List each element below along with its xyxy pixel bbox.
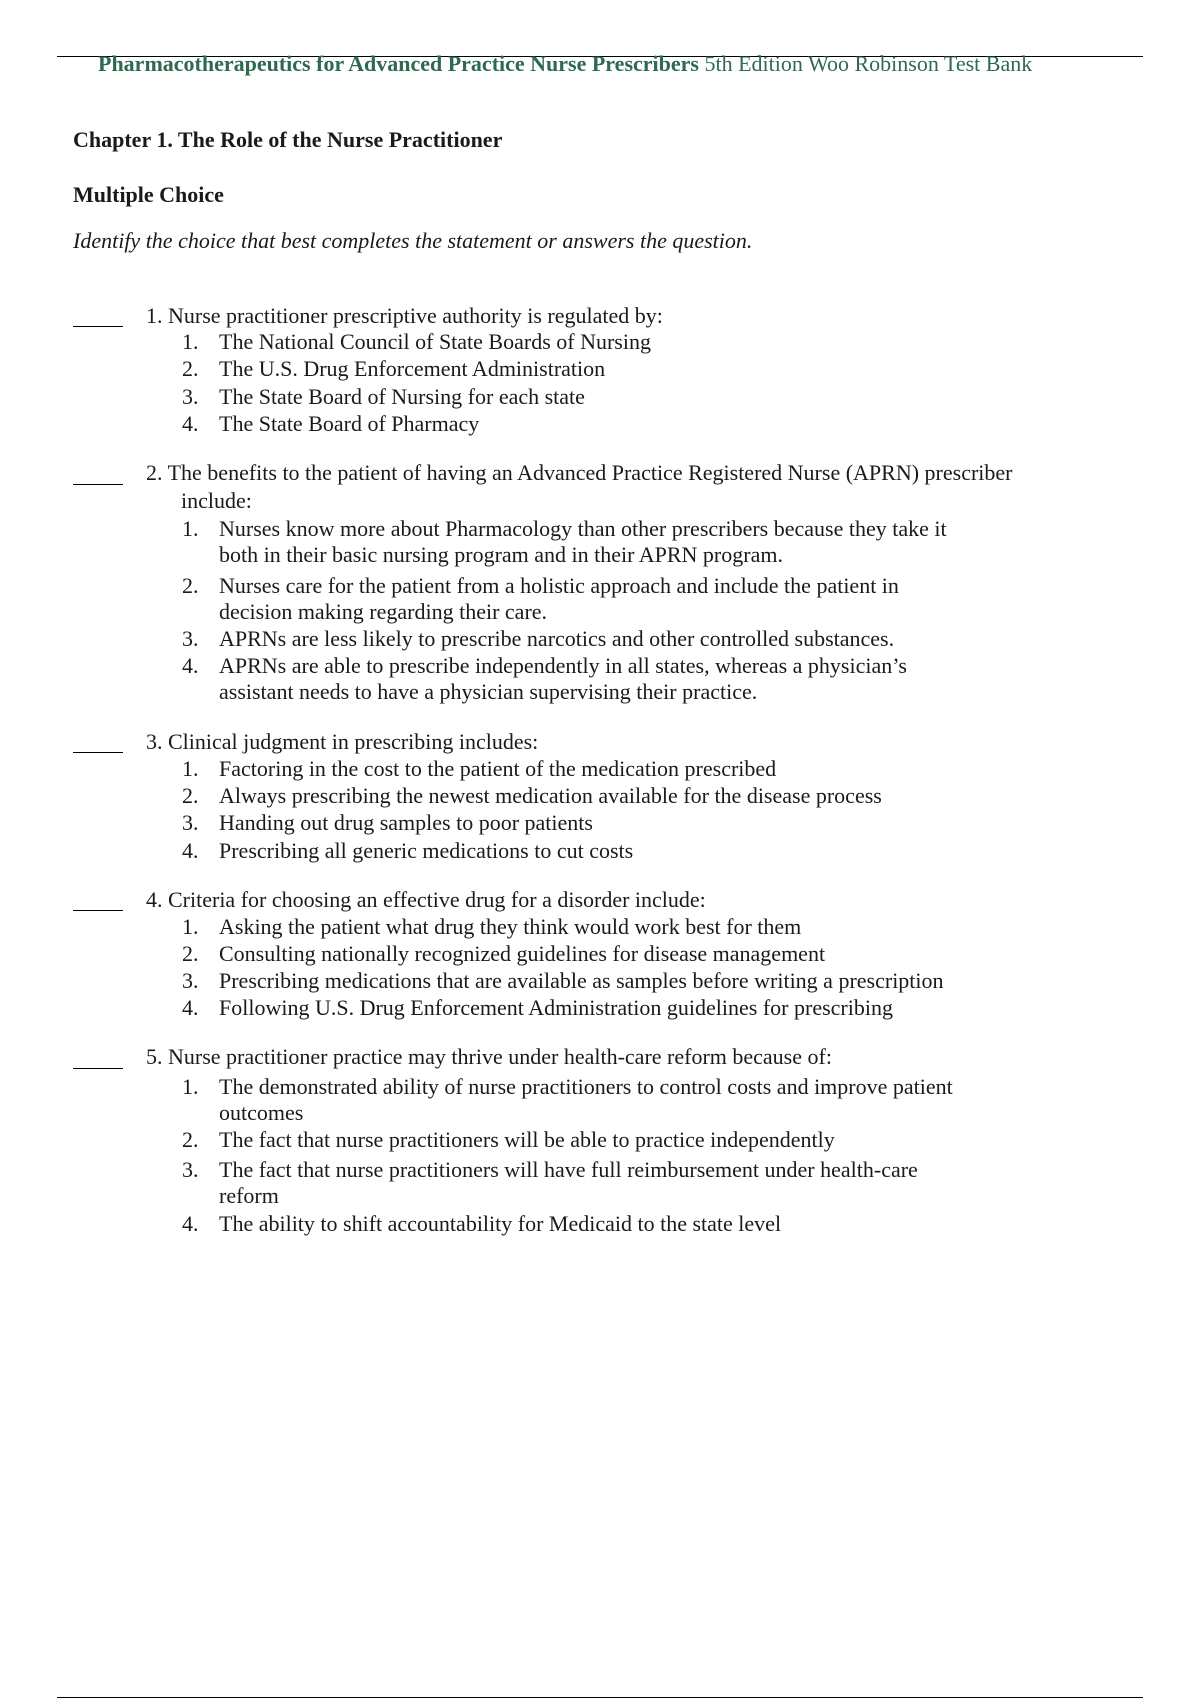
choice-number: 1. (182, 756, 199, 781)
question-stem: 3. Clinical judgment in prescribing includes: (146, 729, 539, 754)
choice-number: 3. (182, 1157, 199, 1182)
choice (182, 384, 1052, 410)
choice-number: 1. (182, 329, 199, 354)
choice-number: 2. (182, 573, 199, 598)
answer-blank[interactable] (73, 1068, 123, 1069)
page-header (98, 50, 1148, 78)
choice-text: Factoring in the cost to the patient of the medication prescribed (219, 756, 777, 781)
choice-number: 3. (182, 810, 199, 835)
choice (182, 573, 1052, 625)
choice (182, 1211, 1052, 1237)
choice-number: 1. (182, 1074, 199, 1099)
choice-number: 2. (182, 356, 199, 381)
choice-text: Prescribing all generic medications to cut costs (219, 838, 634, 863)
choice-number: 1. (182, 914, 199, 939)
choice (182, 653, 1052, 705)
choice-number: 2. (182, 1127, 199, 1152)
chapter-title: Chapter 1. The Role of the Nurse Practitioner (73, 127, 503, 152)
choice-text: Nurses care for the patient from a holistic approach and include the patient in (219, 573, 899, 598)
choice-number: 3. (182, 626, 199, 651)
section-title: Multiple Choice (73, 182, 224, 207)
choice (182, 626, 1052, 652)
answer-blank[interactable] (73, 752, 123, 753)
header-title-rest: 5th Edition Woo Robinson Test Bank (698, 51, 1033, 76)
choice-number: 2. (182, 783, 199, 808)
question-stem: 4. Criteria for choosing an effective drug for a disorder include: (146, 887, 706, 912)
choice-text: The State Board of Pharmacy (219, 411, 480, 436)
choice (182, 411, 1052, 437)
choice-text: Following U.S. Drug Enforcement Administration guidelines for prescribing (219, 995, 893, 1020)
choice-text: Handing out drug samples to poor patients (219, 810, 593, 835)
choice-text: APRNs are able to prescribe independently in all states, whereas a physician’s (219, 653, 907, 678)
header-title-bold: Pharmacotherapeutics for Advanced Practice Nurse Prescribers (98, 51, 699, 76)
choice-number: 4. (182, 653, 199, 678)
choice (182, 914, 1052, 940)
choice-text-continuation: assistant needs to have a physician supervising their practice. (219, 679, 758, 704)
answer-blank[interactable] (73, 910, 123, 911)
choice (182, 968, 1052, 994)
choice-number: 1. (182, 516, 199, 541)
choice-text: Always prescribing the newest medication available for the disease process (219, 783, 882, 808)
choice-text-continuation: both in their basic nursing program and in their APRN program. (219, 542, 783, 567)
question-stem-continuation: include: (181, 488, 252, 513)
choice-number: 3. (182, 384, 199, 409)
choice (182, 783, 1052, 809)
choice (182, 356, 1052, 382)
choice-text: The demonstrated ability of nurse practitioners to control costs and improve patient (219, 1074, 953, 1099)
choice (182, 1157, 1052, 1209)
choice-text: The ability to shift accountability for Medicaid to the state level (219, 1211, 782, 1236)
choice (182, 810, 1052, 836)
choice-text: The fact that nurse practitioners will have full reimbursement under health-care (219, 1157, 918, 1182)
choice-number: 4. (182, 995, 199, 1020)
instructions: Identify the choice that best completes the statement or answers the question. (73, 228, 753, 253)
question-stem: 5. Nurse practitioner practice may thrive under health-care reform because of: (146, 1044, 832, 1069)
choice-text: The National Council of State Boards of Nursing (219, 329, 651, 354)
choice (182, 1127, 1052, 1153)
question-stem: 1. Nurse practitioner prescriptive authority is regulated by: (146, 303, 663, 328)
choice-text-continuation: decision making regarding their care. (219, 599, 548, 624)
choice (182, 995, 1052, 1021)
choice (182, 329, 1052, 355)
choice-text-continuation: outcomes (219, 1100, 304, 1125)
choice-text: APRNs are less likely to prescribe narcotics and other controlled substances. (219, 626, 895, 651)
choice-text: Nurses know more about Pharmacology than other prescribers because they take it (219, 516, 947, 541)
choice-text: Prescribing medications that are available as samples before writing a prescription (219, 968, 944, 993)
choice-number: 4. (182, 411, 199, 436)
choice (182, 941, 1052, 967)
choice (182, 1074, 1052, 1126)
answer-blank[interactable] (73, 326, 123, 327)
choice (182, 756, 1052, 782)
question-stem (146, 459, 1111, 515)
choice-number: 4. (182, 1211, 199, 1236)
choice-number: 2. (182, 941, 199, 966)
choice-text: The State Board of Nursing for each state (219, 384, 585, 409)
choice (182, 516, 1052, 568)
answer-blank[interactable] (73, 484, 123, 485)
footer-rule (57, 1697, 1143, 1698)
choice-number: 3. (182, 968, 199, 993)
question-stem-line: 2. The benefits to the patient of having an Advanced Practice Registered Nurse (APRN) prescriber (146, 460, 1013, 485)
choice-text: The fact that nurse practitioners will be able to practice independently (219, 1127, 835, 1152)
choice-text-continuation: reform (219, 1183, 279, 1208)
choice-text: The U.S. Drug Enforcement Administration (219, 356, 606, 381)
choice-number: 4. (182, 838, 199, 863)
choice-text: Consulting nationally recognized guidelines for disease management (219, 941, 826, 966)
choice-text: Asking the patient what drug they think would work best for them (219, 914, 802, 939)
choice (182, 838, 1052, 864)
